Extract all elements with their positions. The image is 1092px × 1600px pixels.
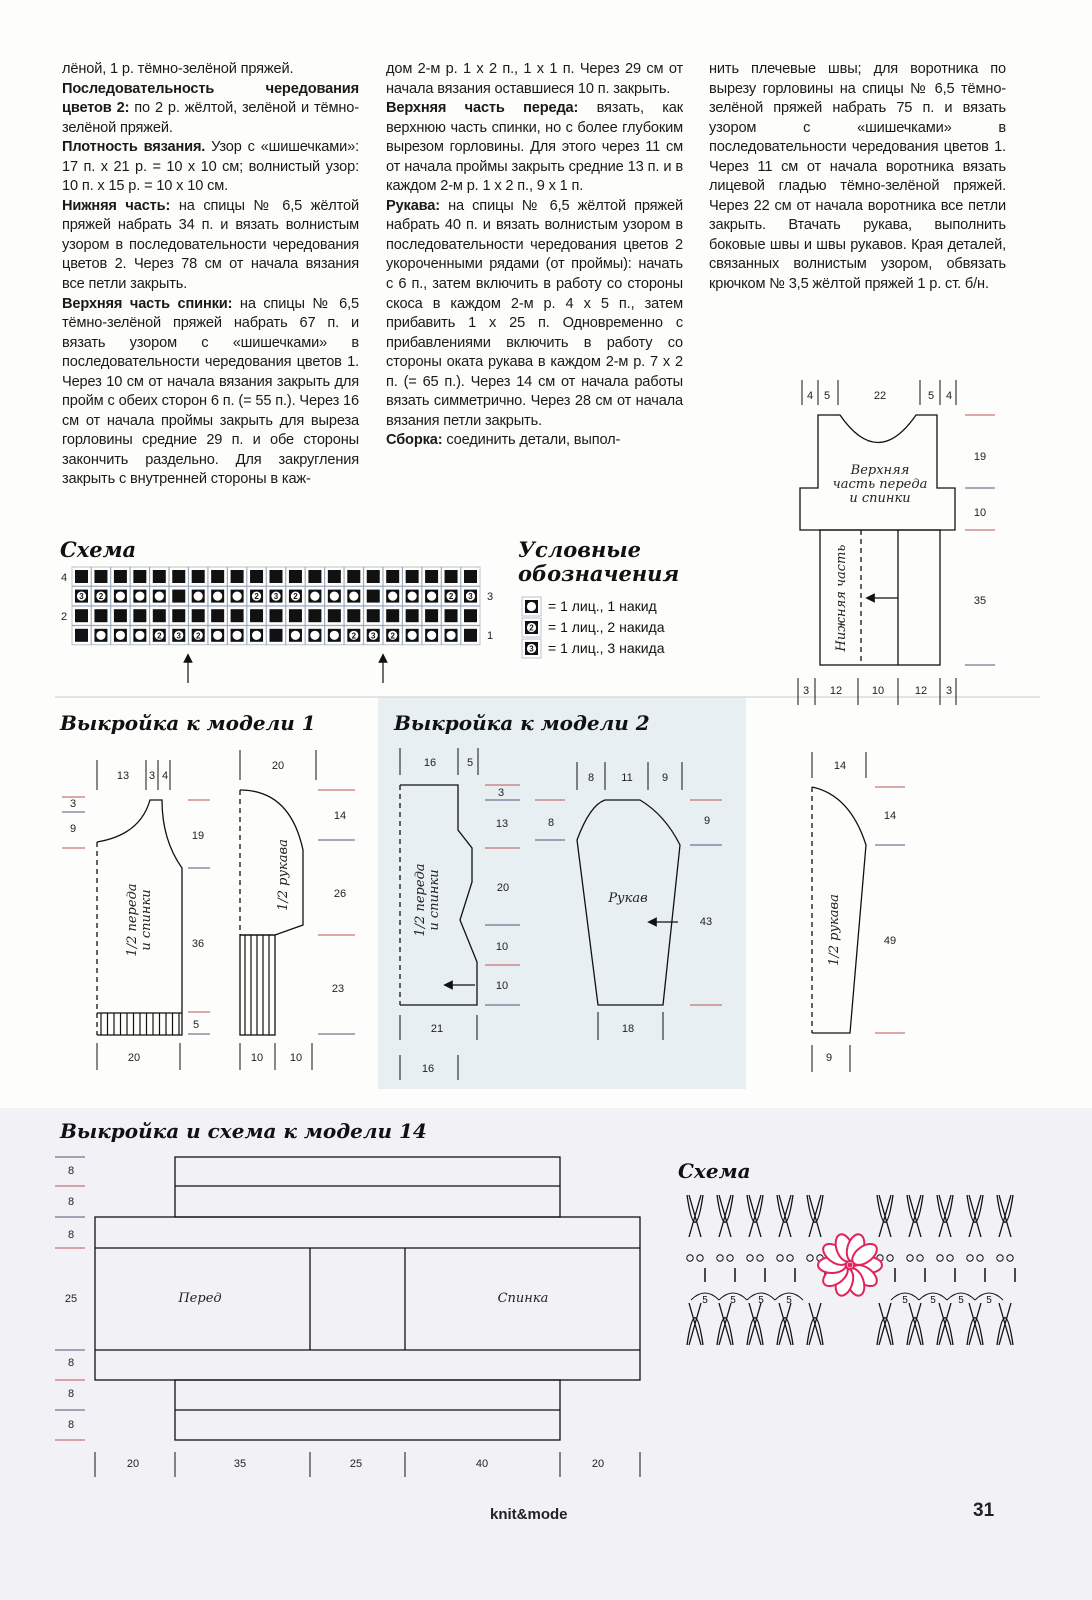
dimension-label: 14 — [333, 810, 347, 822]
model1-sleeve-ribbing — [245, 935, 269, 1035]
stitch-square — [308, 609, 321, 622]
yarn-over-circle — [427, 631, 436, 640]
stitch-square — [94, 570, 107, 583]
chain-stitch-icon — [697, 1255, 703, 1261]
dimension-label: 43 — [699, 916, 713, 928]
upper-part-label: часть переда — [832, 477, 928, 492]
stitch-square — [367, 590, 380, 603]
dimension-label: 18 — [621, 1023, 635, 1035]
dimension-label: 26 — [333, 888, 347, 900]
stitch-square — [270, 629, 283, 642]
stitch-square — [328, 570, 341, 583]
chain-count-label: 5 — [958, 1295, 964, 1306]
paragraph-text: вязать, как верхнюю часть спинки, но с более глубоким вырезом горловины. Для этого через 11 см от начала проймы закрыть средние 13 п. и в каждом 2-м р. 1 x 2 п., 9 x 1 п. — [386, 100, 684, 195]
yarn-over-count: 3 — [371, 631, 376, 641]
yarn-over-circle — [252, 631, 261, 640]
model2-sleeve-label: Рукав — [608, 891, 648, 906]
yarn-over-circle — [135, 592, 144, 601]
dimension-label: 19 — [191, 830, 205, 842]
yarn-over-count: 3 — [273, 592, 279, 602]
paragraph-text: соединить детали, выпол- — [442, 432, 621, 449]
right-top-ticks — [798, 380, 995, 705]
yarn-over-circle — [310, 592, 319, 601]
row-label: 4 — [60, 572, 68, 584]
chain-count-label: 5 — [702, 1295, 708, 1306]
yarn-over-count: 3 — [529, 644, 534, 654]
yarn-over-circle — [116, 592, 125, 601]
chain-count-label: 5 — [930, 1295, 936, 1306]
yarn-over-circle — [527, 602, 536, 611]
chain-stitch-icon — [937, 1255, 943, 1261]
paragraph-heading: Последовательность чередования цветов 2: — [62, 80, 359, 117]
schema-title: Схема — [60, 537, 137, 562]
chain-stitch-icon — [717, 1255, 723, 1261]
yarn-over-circle — [213, 631, 222, 640]
dimension-label: 25 — [349, 1458, 363, 1470]
cluster-stitch-icon — [687, 1195, 703, 1237]
dimension-label: 5 — [466, 757, 474, 769]
stitch-square — [367, 609, 380, 622]
paragraph-text: на спицы № 6,5 тёмно-зелёной пряжей набрать 67 п. и вязать узором с «шишечками» в последовательности чередования цветов 1. Через 10 см от начала вязания закрыть для пройм с обеих сторон 6 п. (= 55 п.). Через 16 см от начала проймы закрыть для выреза горловины средние 29 п. и обе стороны закончить раздельно. Для закругления закрыть с внутренней стороны в каж- — [62, 295, 359, 488]
stitch-square — [94, 609, 107, 622]
stitch-square — [308, 570, 321, 583]
cluster-stitch-icon — [877, 1303, 893, 1345]
dimension-label: 4 — [945, 390, 953, 402]
dimension-label: 4 — [161, 770, 169, 782]
stitch-square — [231, 570, 244, 583]
dimension-label: 5 — [192, 1019, 200, 1031]
stitch-square — [289, 609, 302, 622]
dimension-label: 20 — [496, 882, 510, 894]
dimension-label: 20 — [591, 1458, 605, 1470]
yarn-over-circle — [427, 592, 436, 601]
yarn-over-circle — [233, 631, 242, 640]
dimension-label: 3 — [802, 685, 810, 697]
dimension-label: 3 — [497, 787, 505, 799]
legend-item-text: = 1 лиц., 1 накид — [548, 598, 657, 614]
yarn-over-count: 3 — [79, 592, 84, 602]
dimension-label: 9 — [825, 1052, 833, 1064]
cluster-stitch-icon — [807, 1303, 823, 1345]
dimension-label: 10 — [250, 1052, 264, 1064]
stitch-square — [133, 609, 146, 622]
right-sleeve-label: 1/2 рукава — [827, 894, 842, 966]
cluster-stitch-icon — [967, 1195, 983, 1237]
dimension-label: 49 — [883, 935, 897, 947]
stitch-square — [172, 609, 185, 622]
stitch-square — [386, 570, 399, 583]
row-label: 3 — [486, 591, 494, 603]
stitch-square — [250, 609, 263, 622]
cluster-stitch-icon — [877, 1195, 893, 1237]
stitch-square — [328, 609, 341, 622]
dimension-label: 10 — [289, 1052, 303, 1064]
dimension-label: 12 — [914, 685, 928, 697]
dimension-label: 13 — [495, 818, 509, 830]
dimension-label: 25 — [64, 1293, 78, 1305]
stitch-square — [367, 570, 380, 583]
stitch-square — [172, 570, 185, 583]
yarn-over-circle — [116, 631, 125, 640]
stitch-square — [192, 570, 205, 583]
cluster-stitch-icon — [777, 1303, 793, 1345]
cluster-stitch-icon — [687, 1303, 703, 1345]
stitch-square — [114, 609, 127, 622]
cluster-stitch-icon — [777, 1195, 793, 1237]
chain-stitch-icon — [917, 1255, 923, 1261]
model2-title: Выкройка к модели 2 — [394, 711, 650, 735]
yarn-over-circle — [388, 592, 397, 601]
chain-stitch-icon — [977, 1255, 983, 1261]
yarn-over-circle — [330, 631, 339, 640]
magazine-brand: knit&mode — [490, 1506, 568, 1523]
paragraph-text: Узор с «шишечками»: 17 п. x 21 р. = 10 x 10 см; волнистый узор: 10 п. x 15 р. = 10 x 10 см. — [62, 139, 359, 195]
right-upper-pattern — [800, 415, 955, 665]
yarn-over-count: 2 — [98, 592, 104, 602]
dimension-label: 8 — [547, 817, 555, 829]
yarn-over-count: 2 — [195, 631, 201, 641]
yarn-over-circle — [291, 631, 300, 640]
model1-ribbing — [101, 1013, 179, 1035]
stitch-square — [133, 570, 146, 583]
model14-pattern — [95, 1157, 640, 1440]
paragraph-heading: Верхняя часть спинки: — [62, 295, 233, 312]
stitch-square — [114, 570, 127, 583]
paragraph-text: дом 2-м р. 1 x 2 п., 1 x 1 п. Через 29 см от начала вязания оставшиеся 10 п. закрыть. — [386, 61, 683, 97]
dimension-label: 36 — [191, 938, 205, 950]
dimension-label: 19 — [973, 451, 987, 463]
dimension-label: 10 — [495, 980, 509, 992]
legend-items — [522, 597, 665, 658]
yarn-over-circle — [330, 592, 339, 601]
dimension-label: 11 — [621, 772, 633, 784]
dimension-label: 9 — [661, 772, 669, 784]
cluster-stitch-icon — [807, 1195, 823, 1237]
yarn-over-circle — [194, 592, 203, 601]
dimension-label: 20 — [126, 1458, 140, 1470]
stitch-square — [270, 570, 283, 583]
dimension-label: 9 — [703, 815, 711, 827]
cluster-stitch-icon — [997, 1195, 1013, 1237]
stitch-square — [172, 590, 185, 603]
stitch-square — [406, 570, 419, 583]
dimension-label: 23 — [331, 983, 345, 995]
dimension-label: 20 — [127, 1052, 141, 1064]
dimension-label: 10 — [871, 685, 885, 697]
dimension-label: 3 — [945, 685, 953, 697]
cluster-stitch-icon — [967, 1303, 983, 1345]
row-label: 2 — [60, 611, 68, 623]
stitch-square — [192, 609, 205, 622]
dimension-label: 22 — [873, 390, 887, 402]
yarn-over-circle — [213, 592, 222, 601]
dimension-label: 8 — [67, 1357, 75, 1369]
upper-part-label: Верхняя — [850, 463, 910, 478]
yarn-over-circle — [408, 592, 417, 601]
stitch-square — [75, 629, 88, 642]
yarn-over-count: 2 — [351, 631, 357, 641]
yarn-over-count: 2 — [390, 631, 395, 641]
flower-center-icon — [848, 1263, 853, 1268]
chain-stitch-icon — [947, 1255, 953, 1261]
dimension-label: 10 — [973, 507, 987, 519]
dimension-label: 12 — [829, 685, 843, 697]
paragraph-text: на спицы № 6,5 жёлтой пряжей набрать 40 п. и вязать волнистым узором в последовательности чередования цветов 2 укороченными рядами (от проймы): начать с 6 п., затем включить в работу со стороны скоса в каждом 2-м р. 4 x 5 п., затем прибавить 1 x 25 п. Одновременно с прибавлениями включить в работу со стороны оката рукава в каждом 2-м р. 7 x 2 п. (= 65 п.). Через 14 см от начала работы вязать симметрично. Через 28 см от начала вязания петли закрыть. — [386, 197, 683, 429]
chain-stitch-icon — [887, 1255, 893, 1261]
cluster-stitch-icon — [747, 1195, 763, 1237]
cluster-stitch-icon — [937, 1303, 953, 1345]
chain-stitch-icon — [967, 1255, 973, 1261]
cluster-stitch-icon — [717, 1195, 733, 1237]
yarn-over-count: 3 — [468, 592, 473, 602]
paragraph-heading: Верхняя часть переда: — [386, 100, 579, 117]
model14-title: Выкройка и схема к модели 14 — [60, 1119, 427, 1143]
dimension-label: 8 — [67, 1196, 75, 1208]
front-label: Перед — [178, 1291, 222, 1306]
chain-count-label: 5 — [758, 1295, 764, 1306]
model14-ticks — [55, 1157, 640, 1477]
yarn-over-circle — [310, 631, 319, 640]
stitch-grid — [72, 567, 480, 645]
paragraph-text: по 2 р. жёлтой, зелёной и тёмно-зелёной пряжей. — [62, 100, 359, 136]
stitch-square — [445, 609, 458, 622]
stitch-square — [75, 609, 88, 622]
dimension-label: 4 — [806, 390, 814, 402]
dimension-label: 8 — [67, 1388, 75, 1400]
stitch-square — [211, 570, 224, 583]
model2-body-label: и спинки — [427, 869, 442, 931]
cluster-stitch-icon — [717, 1303, 733, 1345]
stitch-square — [75, 570, 88, 583]
dimension-label: 3 — [148, 770, 156, 782]
stitch-square — [289, 570, 302, 583]
yarn-over-count: 2 — [254, 592, 259, 602]
dimension-label: 8 — [67, 1419, 75, 1431]
stitch-square — [386, 609, 399, 622]
dimension-label: 35 — [233, 1458, 247, 1470]
chain-count-label: 5 — [730, 1295, 736, 1306]
dimension-label: 14 — [883, 810, 897, 822]
yarn-over-count: 3 — [176, 631, 181, 641]
model1-body-label: 1/2 переда — [125, 883, 140, 957]
paragraph-heading: Нижняя часть: — [62, 197, 171, 214]
dimension-label: 5 — [823, 390, 831, 402]
yarn-over-count: 2 — [157, 631, 162, 641]
paragraph-text: нить плечевые швы; для воротника по вырезу горловины на спицы № 6,5 тёмно-зелёной пряжей набрать 75 п. и вязать узором с «шишечками» в последовательности чередования цветов 1. Через 11 см от начала воротника вязать лицевой гладью тёмно-зелёной пряжей. Через 22 см от начала воротника все петли закрыть. Втачать рукава, выполнить боковые швы и швы рукавов. Края деталей, связанных волнистым узором, обвязать крючком № 3,5 жёлтой пряжей 1 р. ст. б/н. — [709, 61, 1006, 293]
dimension-label: 5 — [927, 390, 935, 402]
dimension-label: 8 — [587, 772, 595, 784]
cluster-stitch-icon — [997, 1303, 1013, 1345]
dimension-label: 8 — [67, 1229, 75, 1241]
stitch-square — [231, 609, 244, 622]
chain-count-label: 5 — [902, 1295, 908, 1306]
dimension-label: 40 — [475, 1458, 489, 1470]
page-number: 31 — [973, 1500, 995, 1521]
stitch-square — [153, 570, 166, 583]
model1-body-label: и спинки — [139, 889, 154, 951]
cluster-stitch-icon — [907, 1303, 923, 1345]
paragraph-heading: Рукава: — [386, 197, 440, 214]
chain-stitch-icon — [757, 1255, 763, 1261]
chain-stitch-icon — [1007, 1255, 1013, 1261]
stitch-square — [425, 570, 438, 583]
stitch-square — [464, 629, 477, 642]
paragraph-heading: Плотность вязания. — [62, 139, 206, 156]
chain-stitch-icon — [747, 1255, 753, 1261]
paragraph-text: лёной, 1 р. тёмно-зелёной пряжей. — [62, 61, 294, 77]
dimension-label: 16 — [421, 1063, 435, 1075]
chain-stitch-icon — [777, 1255, 783, 1261]
model1-sleeve-pattern — [240, 790, 303, 1035]
chain-stitch-icon — [787, 1255, 793, 1261]
dimension-label: 13 — [116, 770, 130, 782]
cluster-stitch-icon — [907, 1195, 923, 1237]
stitch-square — [445, 570, 458, 583]
dimension-label: 14 — [833, 760, 847, 772]
dimension-label: 16 — [423, 757, 437, 769]
chain-count-label: 5 — [786, 1295, 792, 1306]
chain-stitch-icon — [727, 1255, 733, 1261]
stitch-square — [406, 609, 419, 622]
dimension-label: 35 — [973, 595, 987, 607]
stitch-square — [211, 609, 224, 622]
row-label: 1 — [486, 630, 494, 642]
stitch-square — [347, 570, 360, 583]
yarn-over-count: 2 — [529, 623, 534, 633]
chain-count-label: 5 — [986, 1295, 992, 1306]
stitch-square — [425, 609, 438, 622]
stitch-square — [270, 609, 283, 622]
crochet-chart — [687, 1195, 1015, 1345]
dimension-label: 21 — [430, 1023, 444, 1035]
back-label: Спинка — [497, 1291, 549, 1306]
model1-sleeve-label: 1/2 рукава — [276, 839, 291, 911]
right-sleeve-ticks — [812, 752, 905, 1072]
chain-stitch-icon — [907, 1255, 913, 1261]
model2-body-label: 1/2 переда — [413, 863, 428, 937]
chain-stitch-icon — [687, 1255, 693, 1261]
legend-item-text: = 1 лиц., 3 накида — [548, 640, 665, 656]
yarn-over-circle — [96, 631, 105, 640]
dimension-label: 3 — [69, 798, 77, 810]
yarn-over-count: 2 — [448, 592, 454, 602]
yarn-over-circle — [233, 592, 242, 601]
upper-part-label: и спинки — [849, 491, 911, 506]
yarn-over-circle — [446, 631, 455, 640]
dimension-label: 9 — [69, 823, 77, 835]
yarn-over-circle — [135, 631, 144, 640]
cluster-stitch-icon — [937, 1195, 953, 1237]
lower-part-label: Нижняя часть — [834, 544, 849, 652]
stitch-square — [153, 609, 166, 622]
cluster-stitch-icon — [747, 1303, 763, 1345]
chain-stitch-icon — [997, 1255, 1003, 1261]
yarn-over-circle — [155, 592, 164, 601]
yarn-over-circle — [408, 631, 417, 640]
crochet-title: Схема — [678, 1159, 751, 1183]
model1-title: Выкройка к модели 1 — [60, 711, 316, 735]
legend-title: Условные — [518, 537, 642, 562]
dimension-label: 20 — [271, 760, 285, 772]
stitch-square — [347, 609, 360, 622]
stitch-square — [464, 609, 477, 622]
yarn-over-circle — [349, 592, 358, 601]
paragraph-heading: Сборка: — [386, 432, 443, 449]
dimension-label: 8 — [67, 1165, 75, 1177]
legend-title: обозначения — [518, 561, 680, 586]
dimension-label: 10 — [495, 941, 509, 953]
stitch-square — [250, 570, 263, 583]
chain-stitch-icon — [807, 1255, 813, 1261]
paragraph-text: на спицы № 6,5 жёлтой пряжей набрать 34 п. и вязать волнистым узором в последовательности чередования цветов 2. Через 78 см от начала вязания все петли закрыть. — [62, 197, 359, 293]
stitch-square — [464, 570, 477, 583]
yarn-over-count: 2 — [293, 592, 298, 602]
legend-item-text: = 1 лиц., 2 накида — [548, 619, 665, 635]
